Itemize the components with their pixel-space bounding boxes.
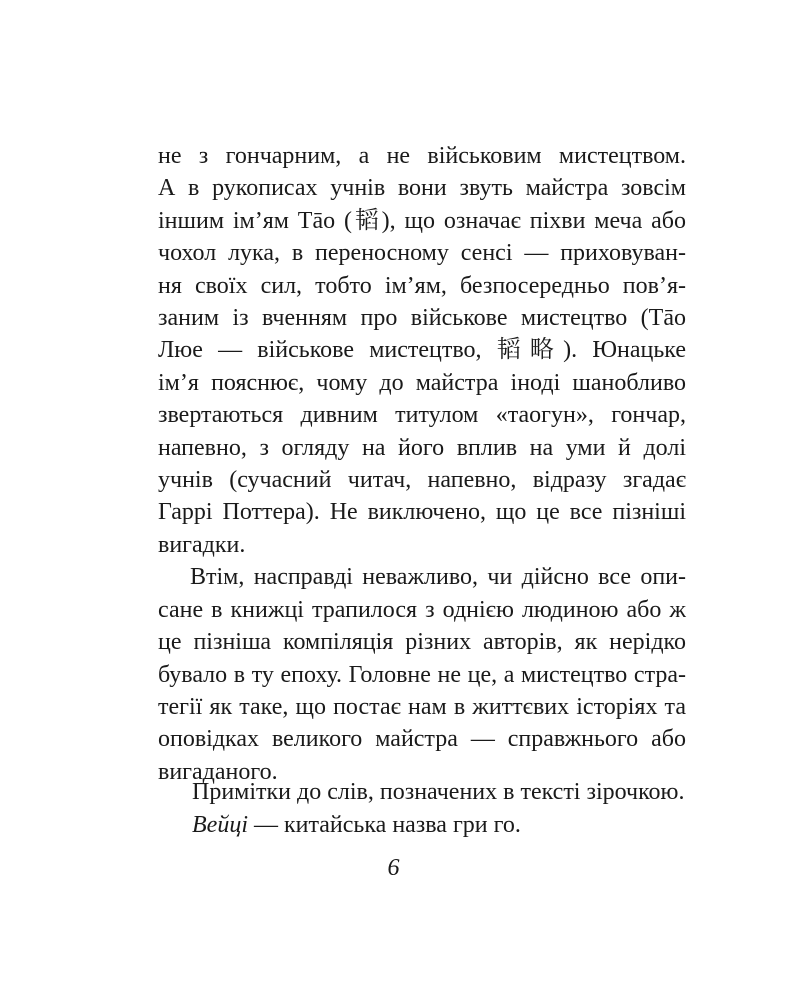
text-line: іншим ім’ям Тāо (韬), що означає піхви меча або <box>158 207 686 234</box>
footnotes-heading: Примітки до слів, позначених в тексті зірочкою. <box>192 779 685 805</box>
text-line: учнів (сучасний читач, напевно, відразу згадає <box>158 467 686 494</box>
text-line: Гаррі Поттера). Не виключено, що це все пізніші <box>158 499 686 526</box>
text-line: Втім, насправді неважливо, чи дійсно все опи- <box>190 564 686 591</box>
footnotes <box>158 776 686 842</box>
text-line: тегії як таке, що постає нам в життєвих історіях та <box>158 693 686 720</box>
text-line: сане в книжці трапилося з однією людиною або ж <box>158 596 686 623</box>
text-line: чохол лука, в переносному сенсі — приховуван- <box>158 240 686 267</box>
text-line: звертаються дивним титулом «таогун», гончар, <box>158 402 686 429</box>
text-line: вигаданого. <box>158 758 278 785</box>
text-line: не з гончарним, а не військовим мистецтвом. <box>158 143 686 169</box>
text-line: заним із вченням про військове мистецтво (Тāо <box>158 305 686 332</box>
text-line: бувало в ту епоху. Головне не це, а мистецтво стра- <box>158 661 686 688</box>
paragraph-2 <box>158 561 686 788</box>
page-number: 6 <box>387 855 400 881</box>
text-line: це пізніша компіляція різних авторів, як нерідко <box>158 629 686 656</box>
footnote-definition: — китайська назва гри го. <box>247 812 521 838</box>
main-text <box>158 140 686 788</box>
paragraph-1 <box>158 140 686 561</box>
footnote-term: Вейці <box>192 812 248 838</box>
text-line: ня своїх сил, тобто ім’ям, безпосередньо пов’я- <box>158 272 686 299</box>
text-line: ім’я пояснює, чому до майстра іноді шанобливо <box>158 369 686 396</box>
text-line: Люе — військове мистецтво, 韬略). Юнацьке <box>158 337 686 364</box>
text-line: оповідках великого майстра — справжнього або <box>158 726 686 753</box>
text-line: напевно, з огляду на його вплив на уми й долі <box>158 434 686 461</box>
text-line: вигадки. <box>158 531 246 558</box>
text-line: А в рукописах учнів вони звуть майстра зовсім <box>158 175 686 202</box>
footnote-entry <box>158 809 686 842</box>
